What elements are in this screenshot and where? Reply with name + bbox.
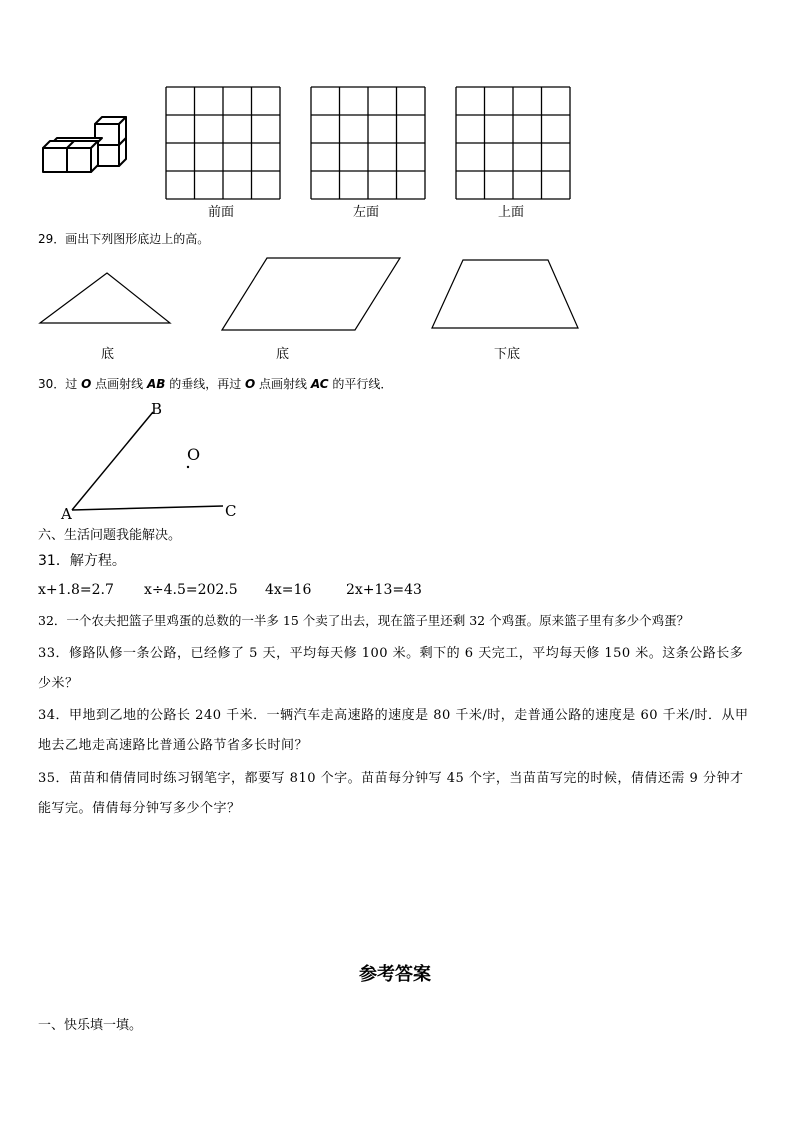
question-32: 32．一个农夫把篮子里鸡蛋的总数的一半多 15 个卖了出去，现在篮子里还剩 32 个鸡蛋。原来篮子里有多少个鸡蛋？ <box>38 613 690 628</box>
left-view-grid[interactable] <box>311 87 425 199</box>
point-o-dot <box>187 466 189 468</box>
point-b-label: B <box>151 400 163 418</box>
answer-section-1: 一、快乐填一填。 <box>38 1018 143 1033</box>
trapezoid-figure[interactable] <box>430 258 580 330</box>
question-34: 34．甲地到乙地的公路长 240 千米．一辆汽车走高速路的速度是 80 千米/时，走普通公路的速度是 60 千米/时．从甲地去乙地走高速路比普通公路节省多长时间？ <box>38 708 749 753</box>
top-view-grid[interactable] <box>456 87 570 199</box>
triangle-figure[interactable] <box>38 270 172 326</box>
point-o-label: O <box>187 445 201 464</box>
question-31: 31．解方程。 <box>38 553 126 569</box>
question-30: 30．过 O 点画射线 AB 的垂线，再过 O 点画射线 AC 的平行线． <box>38 377 393 391</box>
left-view-label: 左面 <box>353 205 380 220</box>
point-a-label: A <box>61 505 72 523</box>
trapezoid-base-label: 下底 <box>494 347 521 362</box>
ray-ab <box>72 412 153 510</box>
question-29: 29．画出下列图形底边上的高。 <box>38 232 210 246</box>
equation-1: x+1.8=2.7 <box>38 582 114 598</box>
section-6-title: 六、生活问题我能解决。 <box>38 528 182 543</box>
top-view-label: 上面 <box>498 205 525 220</box>
front-view-grid[interactable] <box>166 87 280 199</box>
cube-arrangement-figure <box>40 108 135 178</box>
equation-3: 4x=16 <box>265 582 312 598</box>
parallelogram-base-label: 底 <box>276 347 290 362</box>
equation-2: x÷4.5=202.5 <box>144 582 238 598</box>
equation-4: 2x+13=43 <box>346 582 422 598</box>
point-c-label: C <box>225 502 237 520</box>
rays-figure[interactable] <box>60 400 240 525</box>
answer-key-title: 参考答案 <box>359 964 431 985</box>
front-view-label: 前面 <box>208 205 235 220</box>
question-35: 35．苗苗和倩倩同时练习钢笔字，都要写 810 个字。苗苗每分钟写 45 个字，当苗苗写完的时候，倩倩还需 9 分钟才能写完。倩倩每分钟写多少个字？ <box>38 771 744 816</box>
parallelogram-figure[interactable] <box>220 256 402 332</box>
question-33: 33．修路队修一条公路，已经修了 5 天，平均每天修 100 米。剩下的 6 天完工，平均每天修 150 米。这条公路长多少米？ <box>38 646 744 691</box>
ray-ac <box>72 506 223 510</box>
triangle-base-label: 底 <box>101 347 115 362</box>
